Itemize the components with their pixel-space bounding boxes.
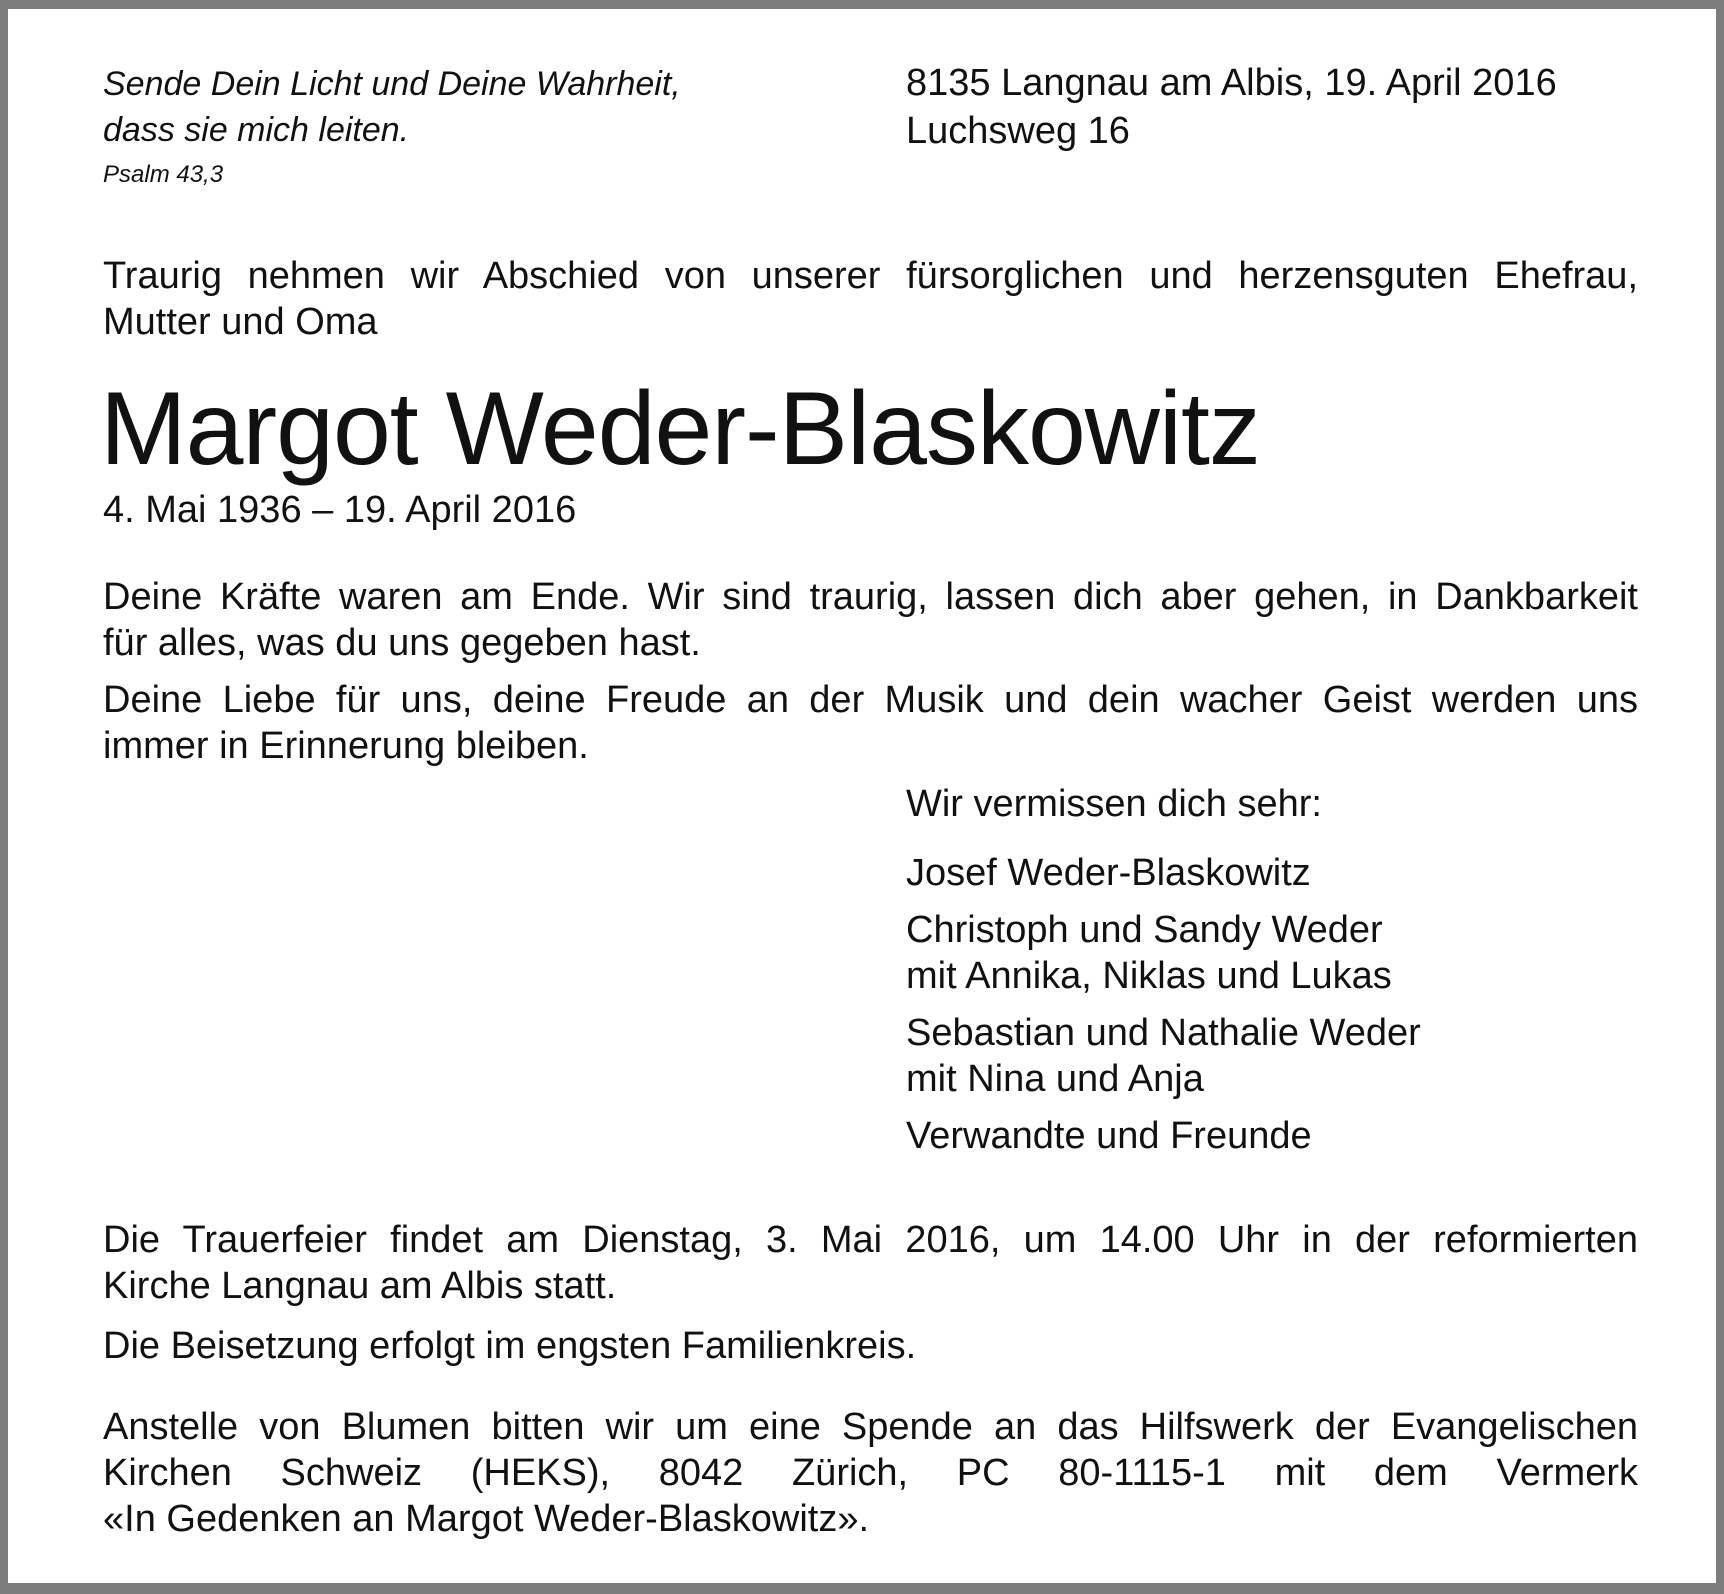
message-paragraph-1	[103, 574, 1638, 666]
bible-motto	[103, 61, 681, 153]
donation-line-2: Kirchen Schweiz (HEKS), 8042 Zürich, PC 80-1115-1 mit dem Vermerk	[103, 1452, 1638, 1494]
burial-paragraph	[103, 1323, 1638, 1369]
life-dates: 4. Mai 1936 – 19. April 2016	[103, 489, 577, 531]
mourner-line: mit Nina und Anja	[906, 1058, 1204, 1100]
place-date-line: 8135 Langnau am Albis, 19. April 2016	[906, 62, 1557, 104]
donation-paragraph	[103, 1404, 1638, 1542]
place-and-date	[906, 59, 1557, 155]
mourners-heading: Wir vermissen dich sehr:	[906, 783, 1322, 825]
mourner-group-1	[906, 850, 1421, 896]
intro-line-2: Mutter und Oma	[103, 301, 378, 343]
intro-line-1: Traurig nehmen wir Abschied von unserer fürsorglichen und herzensguten Ehefrau,	[103, 255, 1638, 297]
mourner-line: Verwandte und Freunde	[906, 1115, 1312, 1157]
address-line: Luchsweg 16	[906, 110, 1130, 152]
service-line-1: Die Trauerfeier findet am Dienstag, 3. Mai 2016, um 14.00 Uhr in der reformierten	[103, 1219, 1638, 1261]
message-p1-line-2: für alles, was du uns gegeben hast.	[103, 622, 701, 664]
message-paragraph-2	[103, 677, 1638, 769]
burial-line: Die Beisetzung erfolgt im engsten Familienkreis.	[103, 1325, 917, 1367]
mourner-group-4	[906, 1113, 1421, 1159]
mourner-group-3	[906, 1010, 1421, 1102]
donation-line-3: «In Gedenken an Margot Weder-Blaskowitz».	[103, 1498, 870, 1540]
mourner-group-2	[906, 907, 1421, 999]
mourner-line: Josef Weder-Blaskowitz	[906, 852, 1311, 894]
motto-source: Psalm 43,3	[103, 161, 224, 188]
mourner-line: Christoph und Sandy Weder	[906, 909, 1383, 951]
mourners-list	[906, 850, 1421, 1170]
mourner-line: mit Annika, Niklas und Lukas	[906, 955, 1392, 997]
message-p2-line-1: Deine Liebe für uns, deine Freude an der Musik und dein wacher Geist werden uns	[103, 679, 1638, 721]
message-p1-line-1: Deine Kräfte waren am Ende. Wir sind traurig, lassen dich aber gehen, in Dankbarkeit	[103, 576, 1638, 618]
motto-line-2: dass sie mich leiten.	[103, 111, 410, 149]
service-line-2: Kirche Langnau am Albis statt.	[103, 1265, 617, 1307]
deceased-name: Margot Weder-Blaskowitz	[100, 371, 1260, 487]
donation-line-1: Anstelle von Blumen bitten wir um eine Spende an das Hilfswerk der Evangelischen	[103, 1406, 1638, 1448]
intro-text	[103, 253, 1638, 345]
message-p2-line-2: immer in Erinnerung bleiben.	[103, 725, 589, 767]
mourner-line: Sebastian und Nathalie Weder	[906, 1012, 1421, 1054]
service-paragraph	[103, 1217, 1638, 1309]
motto-line-1: Sende Dein Licht und Deine Wahrheit,	[103, 65, 681, 103]
